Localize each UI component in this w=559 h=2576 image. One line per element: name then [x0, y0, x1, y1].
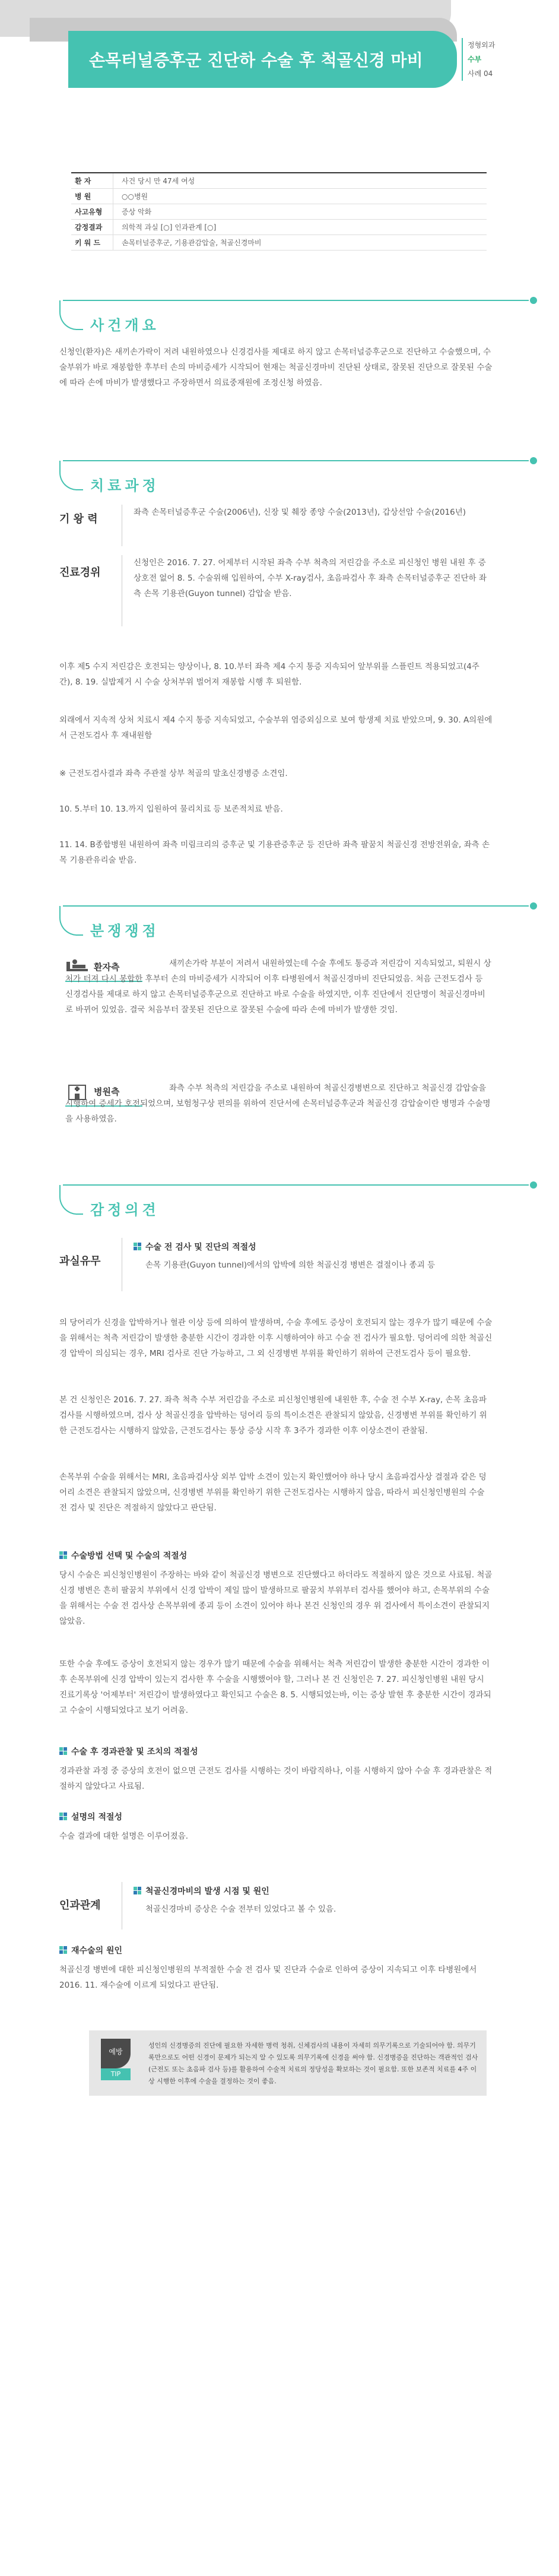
info-value: 손목터널증후군, 기용관감압술, 척골신경마비 — [113, 235, 487, 250]
section-rule-end-dot — [530, 1181, 537, 1189]
opinion-subheading-text: 수술방법 선택 및 수술의 적절성 — [71, 1551, 188, 1561]
section-rule-curve — [59, 906, 83, 936]
info-key: 사고유형 — [75, 208, 103, 216]
section-rule-curve — [59, 1185, 83, 1215]
course-paragraph: 외래에서 지속적 상처 치료시 제4 수지 통증 지속되었고, 수술부위 염증외심으로 보여 항생제 치료 받았으며, 9. 30. A의원에서 근전도검사 후 재내원함 — [59, 715, 493, 740]
course-paragraph: ※ 근전도검사결과 좌측 주관절 상부 척골의 말초신경병증 소견임. — [59, 769, 288, 778]
section-rule-curve — [59, 300, 83, 330]
patient-side-label: 환자측 — [94, 962, 120, 972]
case-info-table — [71, 172, 487, 251]
section-rule — [63, 300, 529, 301]
opinion-subheading — [59, 1811, 122, 1823]
causal-text: 척골신경 병변에 대한 피신청인병원의 부적절한 수술 전 검사 및 진단과 수술로 인하여 증상이 지속되고 이후 타병원에서 2016. 11. 재수술에 이르게 되었다고 판단됨. — [59, 1965, 477, 1990]
info-key: 키 워 드 — [75, 239, 101, 247]
overview-text: 신청인(환자)은 새끼손가락이 저려 내원하였으나 신경검사를 제대로 하지 않고 손목터널증후군으로 진단하고 수술했으며, 수술부위가 바로 재봉합한 후부터 손의 마비증세가 시작되어 현재는 척골신경마비 진단된 상태로, 잘못된 진단으로 잘못된 수술에 따라 손에 마비가 발생했다고 주장하면서 의료중재원에 조정신청 하였음. — [59, 347, 493, 388]
prevention-tip-box — [89, 2030, 487, 2096]
opinion-paragraph: 본 건 신청인은 2016. 7. 27. 좌측 척측 수부 저린감을 주소로 피신청인병원에 내원한 후, 수술 전 수부 X-ray, 손목 초음파검사를 시행하였으며, 검사 상 척골신경을 압박하는 덩어리 등의 특이소견은 관찰되지 않았음, 신경병변 부위를 확인하기 위한 근전도검사는 시행하지 않았음, 근전도검사는 통상 증상 시작 후 3주가 경과한 이후 이상소견이 관찰됨. — [59, 1395, 487, 1436]
hospital-side-label: 병원측 — [94, 1086, 120, 1097]
opinion-subheading-text: 수술 전 검사 및 진단의 적절성 — [145, 1243, 256, 1252]
info-key: 병 원 — [75, 192, 91, 201]
opinion-text: 경과관찰 과정 중 증상의 호전이 없으면 근전도 검사를 시행하는 것이 바람직하나, 이를 시행하지 않아 수술 후 경과관찰은 적절하지 않았다고 사료됨. — [59, 1766, 493, 1791]
patient-side-text: 새끼손가락 부분이 저려서 내원하였는데 수술 후에도 통증과 저린감이 지속되었고, 퇴원시 상처가 터져 다시 봉합한 후부터 손의 마비증세가 시작되어 이후 타병원에서 척골신경마비 진단되었음. 처음 근전도검사 등 신경검사를 제대로 하지 않고 손목터널증후군으로 진단하고 바로 수술을 하였지만, 이후 진단에서 진단명이 척골신경마비로 바뀌어 있었음. 결국 처음부터 잘못된 진단으로 잘못된 수술에 따라 손에 마비가 발생한 것임. — [65, 959, 491, 1015]
category-item: 정형외과 — [462, 38, 515, 52]
section-rule-end-dot — [530, 297, 537, 304]
opinion-subheading — [134, 1241, 256, 1253]
section-title: 감정의견 — [90, 1202, 160, 1218]
course-paragraph: 11. 14. B종합병원 내원하여 좌측 미림크리의 증후군 및 기용관증후군 등 진단하 좌측 팔꿈치 척골신경 전방전위술, 좌측 손목 기용관유리술 받음. — [59, 840, 490, 865]
causal-subheading — [59, 1944, 122, 1956]
fault-label: 과실유무 — [59, 1255, 101, 1268]
causal-subheading — [134, 1885, 269, 1897]
bullet-icon — [134, 1887, 142, 1895]
bullet-icon — [134, 1243, 142, 1251]
course-label: 진료경위 — [59, 566, 101, 579]
category-item: 사례 04 — [462, 66, 515, 81]
tip-label: 예방 — [101, 2039, 131, 2068]
info-value: ○○병원 — [113, 189, 487, 204]
info-row — [71, 173, 487, 189]
info-value: 사건 당시 만 47세 여성 — [113, 173, 487, 188]
section-rule-curve — [59, 461, 83, 490]
section-title: 치료과정 — [90, 477, 160, 494]
section-title: 분쟁쟁점 — [90, 923, 160, 939]
section-header-opinion — [59, 1181, 537, 1218]
causal-text: 척골신경마비 증상은 수술 전부터 있었다고 볼 수 있음. — [145, 1905, 336, 1914]
info-row — [71, 220, 487, 235]
opinion-subheading — [59, 1745, 198, 1757]
section-rule — [63, 905, 529, 907]
tip-text: 성인의 신경병증의 진단에 필요한 자세한 병력 청취, 신체검사의 내용이 자세히 의무기록으로 기술되어야 함. 의무기록만으로도 어떤 신경이 문제가 되는지 알 수 있도록 의무기록에 신경을 써야 함. 신경병증을 진단하는 객관적인 검사(근전도 또는 초음파 검사 등)를 활용하여 수술적 치료의 정당성을 확보하는 것이 필요함. 또한 보존적 치료를 4주 이상 시행한 이후에 수술을 결정하는 것이 좋음. — [148, 2042, 478, 2085]
info-row — [71, 204, 487, 220]
info-row — [71, 189, 487, 204]
causal-label: 인과관계 — [59, 1899, 101, 1912]
section-rule — [63, 460, 529, 461]
bullet-icon — [59, 1946, 68, 1954]
section-header-overview — [59, 297, 537, 334]
section-title: 사건개요 — [90, 317, 160, 334]
opinion-subheading-text: 설명의 적절성 — [71, 1813, 123, 1822]
info-value: 증상 악화 — [113, 204, 487, 219]
info-value: 의학적 과실 [○] 인과관계 [○] — [113, 220, 487, 235]
category-list — [462, 38, 515, 81]
section-rule-end-dot — [530, 902, 537, 910]
section-rule — [63, 1184, 529, 1186]
causal-subheading-text: 재수술의 원인 — [71, 1946, 123, 1956]
info-key: 환 자 — [75, 177, 91, 185]
course-paragraph: 이후 제5 수지 저린감은 호전되는 양상이나, 8. 10.부터 좌측 제4 수지 통증 지속되어 앞부위를 스플린트 적용되었고(4주간), 8. 19. 실밥제거 시 수술 상처부위 벌어져 재봉합 시행 후 퇴원함. — [59, 662, 479, 687]
tip-sublabel: TIP — [101, 2068, 131, 2080]
info-row — [71, 235, 487, 251]
bullet-icon — [59, 1551, 68, 1560]
opinion-paragraph: 손목부위 수술을 위해서는 MRI, 초음파검사상 외부 압박 소견이 있는지 확인했어야 하나 당시 초음파검사상 결절과 같은 덩어리 소견은 관찰되지 않았으며, 신경병변 부위를 확인하기 위한 근전도검사는 시행하지 않음, 따라서 피신청인병원의 수술 전 검사 및 진단은 적절하지 않았다고 판단됨. — [59, 1472, 487, 1513]
bullet-icon — [59, 1813, 68, 1821]
section-header-dispute — [59, 902, 537, 939]
opinion-text: 손목 기용관(Guyon tunnel)에서의 압박에 의한 척골신경 병변은 결절이나 종괴 등 — [145, 1260, 436, 1270]
history-label: 기 왕 력 — [59, 513, 98, 525]
opinion-subheading — [59, 1550, 187, 1561]
course-paragraph: 10. 5.부터 10. 13.까지 입원하여 물리치료 등 보존적치료 받음. — [59, 804, 283, 814]
category-item-active: 수부 — [462, 52, 515, 66]
opinion-subheading-text: 수술 후 경과관찰 및 조치의 적절성 — [71, 1747, 198, 1757]
section-header-treatment — [59, 457, 537, 494]
section-rule-end-dot — [530, 457, 537, 464]
info-key: 감정결과 — [75, 223, 103, 232]
history-text: 좌측 손목터널증후군 수술(2006년), 신장 및 췌장 종양 수술(2013년), 갑상선암 수술(2016년) — [134, 508, 466, 517]
causal-subheading-text: 척골신경마비의 발생 시점 및 원인 — [145, 1887, 269, 1896]
opinion-text: 수술 결과에 대한 설명은 이루어졌음. — [59, 1832, 189, 1841]
opinion-paragraph: 또한 수술 후에도 증상이 호전되지 않는 경우가 많기 때문에 수술을 위해서는 척측 저린감이 발생한 충분한 시간이 경과한 이후 손목부위에 신경 압박이 있는지 검사한 후 수술을 시행했어야 할, 그러나 본 건 신청인은 7. 27. 피신청인병원 내원 당시 진료기록상 '어제부터' 저린감이 발생하였다고 확인되고 수술은 8. 5. 시행되었는바, 이는 증상 발현 후 충분한 시간이 경과되고 수술이 시행되었다고 보기 어려움. — [59, 1659, 491, 1715]
page-title: 손목터널증후군 진단하 수술 후 척골신경 마비 — [89, 50, 423, 70]
opinion-text: 당시 수술은 피신청인병원이 주장하는 바와 같이 척골신경 병변으로 진단했다고 하더라도 적절하지 않은 것으로 사료됨. 척골신경 병변은 흔히 팔꿈치 부위에서 신경 압박이 제일 많이 발생하므로 팔꿈치 부위부터 검사를 했어야 하고, 손목부위의 수술을 위해서는 수술 전 검사상 손목부위에 종괴 등이 소견이 있어야 하나 본건 신청인의 경우 위 검사에서 특이소견이 관찰되지 않았음. — [59, 1570, 493, 1626]
bullet-icon — [59, 1747, 68, 1756]
course-text: 신청인은 2016. 7. 27. 어제부터 시작된 좌측 수부 척측의 저린감을 주소로 피신청인 병원 내원 후 증상호전 없어 8. 5. 수술위해 입원하여, 수부 X-ray검사, 초음파검사 후 좌측 손목터널증후군 진단하 좌측 손목 기용관(Guyon tunnel) 감압술 받음. — [134, 558, 487, 598]
opinion-paragraph: 의 당어리가 신경을 압박하거나 혈관 이상 등에 의하여 발생하며, 수술 후에도 증상이 호전되지 않는 경우가 많기 때문에 수술을 위해서는 척측 저린감이 발생한 충분한 시간이 경과한 이후 시행하여야 하고 수술 전 검사가 필요함. 덩어리에 의한 척골신경 압박이 의심되는 경우, MRI 검사로 진단 가능하고, 그 외 신경병변 부위를 확인하기 위하여 근전도검사 등이 필요함. — [59, 1318, 493, 1358]
hospital-side-text: 좌측 수부 척측의 저린감을 주소로 내원하여 척골신경병변으로 진단하고 척골신경 감압술을 시행하여 증세가 호전되었으며, 보험청구상 편의를 위하여 진단서에 손목터널증후군과 척골신경 감압술이란 병명과 수술명을 사용하였음. — [65, 1083, 491, 1124]
